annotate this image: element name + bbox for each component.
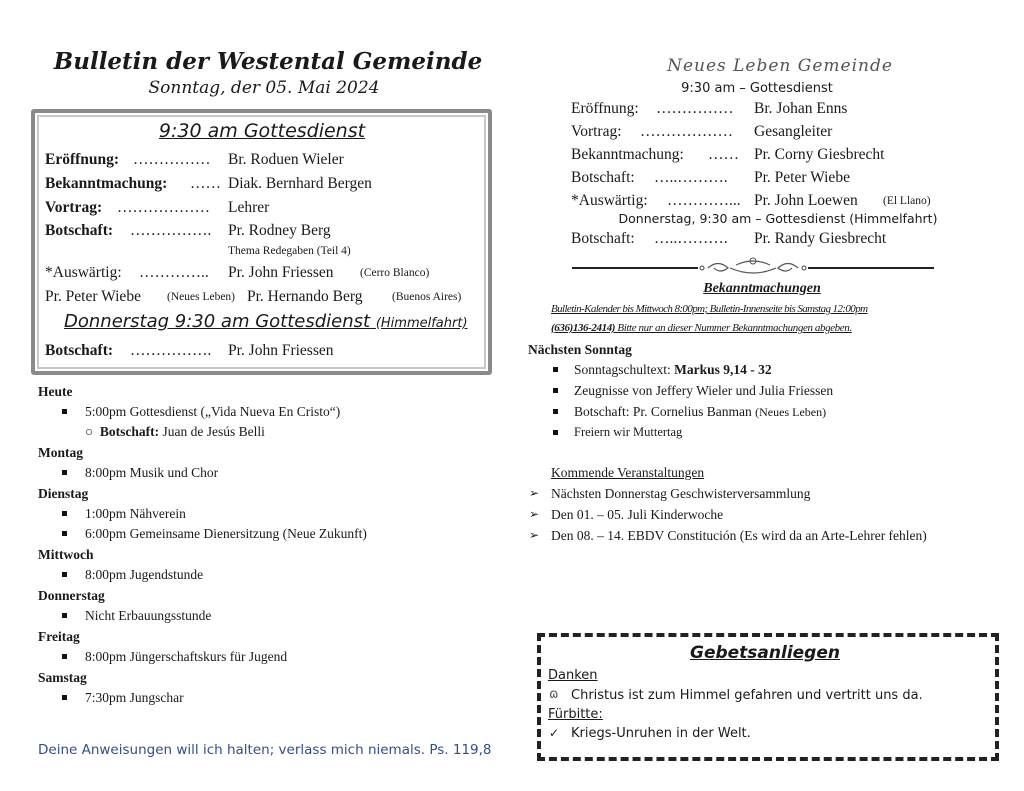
sub-label: Botschaft: xyxy=(99,424,160,439)
bullet-icon xyxy=(553,409,558,414)
bulletin-title: Bulletin der Westental Gemeinde xyxy=(53,48,483,75)
sermon-theme: Thema Redegaben (Teil 4) xyxy=(228,245,351,257)
bullet-icon xyxy=(553,367,558,372)
bullet-icon xyxy=(62,470,67,475)
row-label: Bekanntmachung: xyxy=(45,175,168,192)
day-heading: Dienstag xyxy=(38,486,89,501)
schedule-item: Nicht Erbauungsstunde xyxy=(85,608,212,623)
row-value: Pr. John Friessen xyxy=(228,264,334,281)
row-value: Gesangleiter xyxy=(754,123,833,140)
preacher-name: Pr. Peter Wiebe xyxy=(45,288,141,305)
checkmark-icon: ✓ xyxy=(549,726,560,740)
upcoming-item: Den 01. – 05. Juli Kinderwoche xyxy=(551,507,724,522)
row-label: Botschaft: xyxy=(571,230,635,247)
row-value: Pr. Randy Giesbrecht xyxy=(754,230,887,247)
row-dots: ……………. xyxy=(130,342,212,359)
day-heading: Heute xyxy=(38,384,73,399)
row-label: Bekanntmachung: xyxy=(571,146,684,163)
item-note: (Neues Leben) xyxy=(755,405,827,419)
upcoming-item: Den 08. – 14. EBDV Constitución (Es wird da an Arte-Lehrer fehlen) xyxy=(551,528,927,543)
phone-number: (636)136-2414) xyxy=(551,322,616,334)
schedule-item: 8:00pm Jugendstunde xyxy=(85,567,204,582)
sub-value: Juan de Jesús Belli xyxy=(162,424,265,439)
thanks-item: Christus ist zum Himmel gefahren und vertritt uns da. xyxy=(571,688,923,703)
next-sunday-item: Freiern wir Muttertag xyxy=(574,425,683,439)
service-box xyxy=(31,109,492,375)
row-value: Pr. John Friessen xyxy=(228,342,334,359)
preacher-note: (Neues Leben) xyxy=(167,291,236,303)
bullet-icon xyxy=(62,613,67,618)
schedule-subitem: ○ Botschaft: Juan de Jesús Belli xyxy=(85,424,265,439)
announcements-heading: Bekanntmachungen xyxy=(703,281,821,296)
day-heading: Montag xyxy=(38,445,83,460)
bullet-icon xyxy=(62,511,67,516)
row-dots: …… xyxy=(708,146,739,163)
row-value: Pr. Peter Wiebe xyxy=(754,169,850,186)
schedule-item: 5:00pm Gottesdienst („Vida Nueva En Cristo“) xyxy=(85,404,341,419)
announcement-contact xyxy=(551,323,852,334)
row-dots: ……………… xyxy=(640,123,733,140)
row-dots: …..………. xyxy=(654,169,728,186)
bullet-icon xyxy=(62,695,67,700)
thursday-heading-text: Donnerstag 9:30 am Gottesdienst xyxy=(64,311,371,332)
thursday-note: (Himmelfahrt) xyxy=(375,316,468,331)
church-title: Neues Leben Gemeinde xyxy=(667,56,893,76)
preacher-note: (Buenos Aires) xyxy=(392,291,462,303)
day-heading: Freitag xyxy=(38,629,80,644)
service-heading: 9:30 am Gottesdienst xyxy=(158,120,366,142)
upcoming-item: Nächsten Donnerstag Geschwisterversammlung xyxy=(551,486,811,501)
day-heading: Samstag xyxy=(38,670,87,685)
row-value: Pr. Rodney Berg xyxy=(228,222,331,239)
schedule-item: 1:00pm Nähverein xyxy=(85,506,186,521)
next-sunday-item xyxy=(574,363,772,377)
arrow-bullet-icon: ➢ xyxy=(529,486,540,500)
ornament-divider xyxy=(570,255,936,279)
arrow-bullet-icon: ➢ xyxy=(529,507,540,521)
row-dots: ……………… xyxy=(117,199,210,216)
day-heading: Mittwoch xyxy=(38,547,94,562)
row-value: Lehrer xyxy=(228,199,270,216)
row-note: (El Llano) xyxy=(883,195,931,207)
praying-hands-icon: ɷ xyxy=(549,687,559,702)
next-sunday-item xyxy=(574,405,826,419)
row-label: Botschaft: xyxy=(45,342,114,359)
row-dots: …………… xyxy=(133,151,211,168)
day-heading: Donnerstag xyxy=(38,588,105,603)
row-dots: …………… xyxy=(656,100,734,117)
row-label: *Auswärtig: xyxy=(571,192,648,209)
row-label: Eröffnung: xyxy=(45,151,120,168)
row-value: Pr. John Loewen xyxy=(754,192,858,209)
row-label: Vortrag: xyxy=(45,199,103,216)
row-dots: …… xyxy=(190,175,221,192)
row-dots: …..………. xyxy=(654,230,728,247)
service-heading: 9:30 am – Gottesdienst xyxy=(681,81,833,96)
bullet-icon xyxy=(62,654,67,659)
row-label: Vortrag: xyxy=(571,123,622,140)
bullet-icon xyxy=(553,430,558,435)
row-dots: ………….. xyxy=(139,264,209,281)
contact-note: Bitte nur an dieser Nummer Bekanntmachungen abgeben. xyxy=(617,322,852,334)
thursday-note: (Himmelfahrt) xyxy=(849,211,938,226)
schedule-item: 7:30pm Jungschar xyxy=(85,690,184,705)
row-value: Br. Roduen Wieler xyxy=(228,151,344,168)
upcoming-heading: Kommende Veranstaltungen xyxy=(551,465,705,480)
scripture-ref: Markus 9,14 - 32 xyxy=(674,362,772,377)
row-label: Eröffnung: xyxy=(571,100,639,117)
schedule-item: 8:00pm Musik und Chor xyxy=(85,465,219,480)
row-value: Diak. Bernhard Bergen xyxy=(228,175,372,192)
schedule-item: 6:00pm Gemeinsame Dienersitzung (Neue Zukunft) xyxy=(85,526,367,541)
bulletin-date: Sonntag, der 05. Mai 2024 xyxy=(148,78,380,98)
row-note: (Cerro Blanco) xyxy=(360,267,430,279)
bullet-icon xyxy=(62,572,67,577)
prayer-heading: Gebetsanliegen xyxy=(690,643,840,663)
next-sunday-item: Zeugnisse von Jeffery Wieler und Julia Friessen xyxy=(574,383,834,398)
arrow-bullet-icon: ➢ xyxy=(529,528,540,542)
intercession-label: Fürbitte: xyxy=(548,707,603,722)
row-value: Br. Johan Enns xyxy=(754,100,848,117)
thursday-heading xyxy=(619,213,938,226)
bullet-icon xyxy=(62,531,67,536)
bullet-icon xyxy=(62,409,67,414)
row-dots: …………... xyxy=(667,192,741,209)
preacher-name: Pr. Hernando Berg xyxy=(247,288,363,305)
item-text: Botschaft: Pr. Cornelius Banman xyxy=(574,404,752,419)
intercession-item: Kriegs-Unruhen in der Welt. xyxy=(571,726,751,741)
announcement-deadline: Bulletin-Kalender bis Mittwoch 8:00pm; Bulletin-Innenseite bis Samstag 12:00pm xyxy=(551,303,868,315)
row-label: Botschaft: xyxy=(571,169,635,186)
row-dots: ……………. xyxy=(130,222,212,239)
thursday-heading-text: Donnerstag, 9:30 am – Gottesdienst xyxy=(618,211,846,226)
row-label: *Auswärtig: xyxy=(45,264,122,281)
thursday-heading xyxy=(64,313,468,331)
bible-verse: Deine Anweisungen will ich halten; verlass mich niemals. Ps. 119,8 xyxy=(38,742,492,758)
thanks-label: Danken xyxy=(548,668,598,683)
row-value: Pr. Corny Giesbrecht xyxy=(754,146,885,163)
row-label: Botschaft: xyxy=(45,222,114,239)
item-text: Sonntagschultext: xyxy=(574,362,675,377)
schedule-item: 8:00pm Jüngerschaftskurs für Jugend xyxy=(85,649,288,664)
next-sunday-heading: Nächsten Sonntag xyxy=(528,342,632,357)
bullet-icon xyxy=(553,388,558,393)
